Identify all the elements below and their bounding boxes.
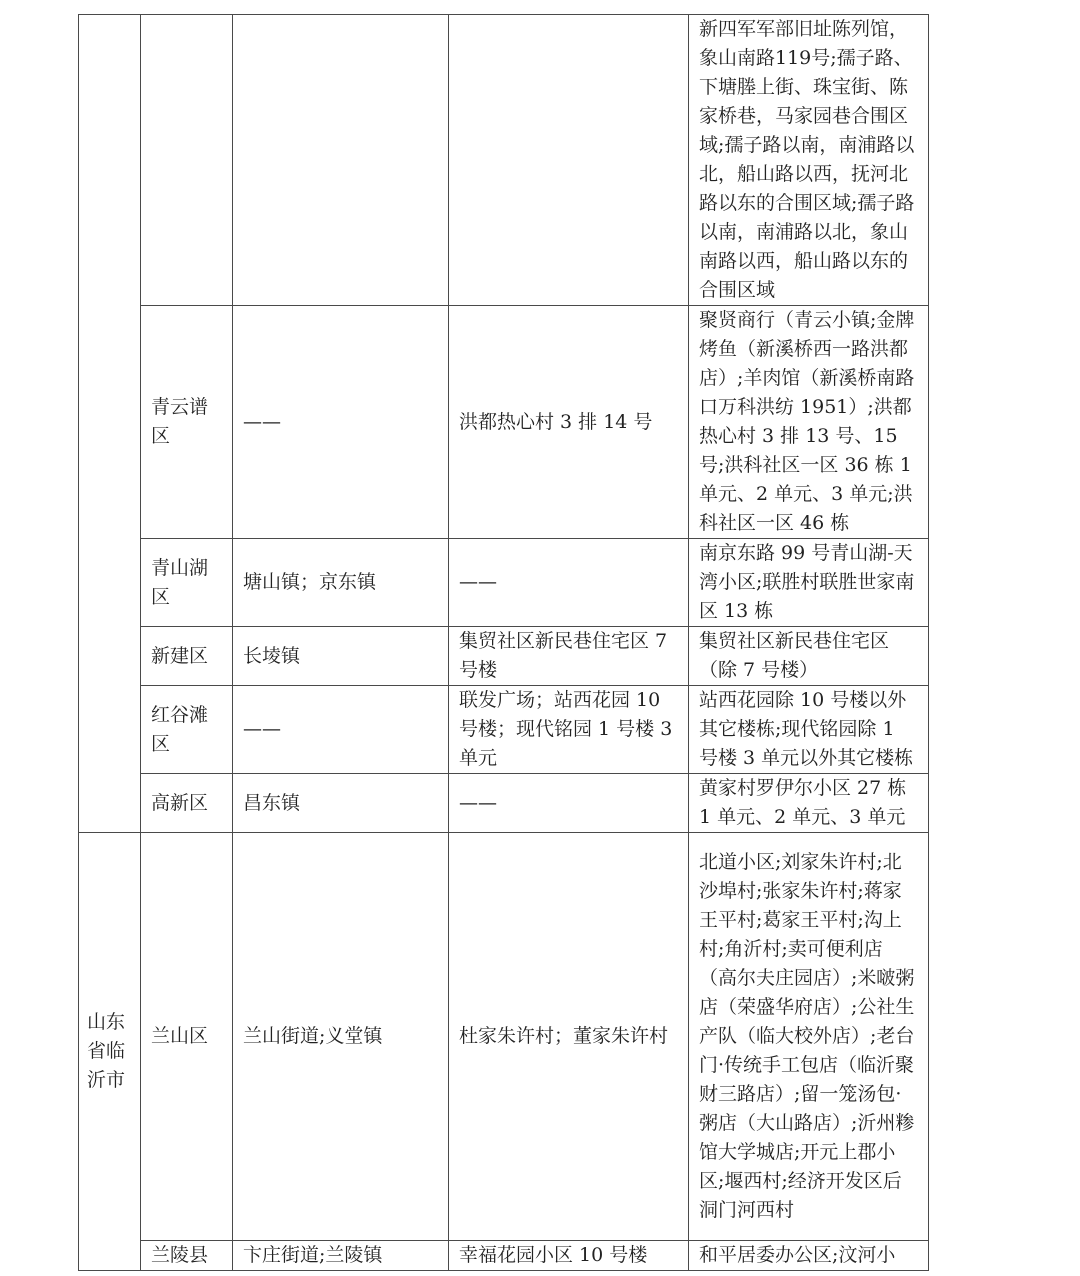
town-cell [233,15,449,306]
area-cell: —— [449,774,689,833]
town-cell: —— [233,306,449,539]
table-row [79,539,929,627]
district-cell: 青山湖区 [141,539,233,627]
district-cell: 兰陵县 [141,1241,233,1271]
district-cell: 红谷滩区 [141,686,233,774]
area-cell: 幸福花园小区 10 号楼 [449,1241,689,1271]
notes-cell: 北道小区;刘家朱许村;北沙埠村;张家朱许村;蒋家王平村;葛家王平村;沟上村;角沂村;卖可便利店（高尔夫庄园店）;米啵粥店（荣盛华府店）;公社生产队（临大校外店）;老台门·传统手工包店（临沂聚财三路店）;留一笼汤包·粥店（大山路店）;沂州糁馆大学城店;开元上郡小区;堰西村;经济开发区后洞门河西村 [689,833,929,1241]
table-row [79,627,929,686]
area-cell: —— [449,539,689,627]
area-cell [449,15,689,306]
table-row [79,774,929,833]
area-cell: 杜家朱许村；董家朱许村 [449,833,689,1241]
notes-cell: 南京东路 99 号青山湖-天湾小区;联胜村联胜世家南区 13 栋 [689,539,929,627]
table-row [79,833,929,1241]
district-cell [141,15,233,306]
notes-cell: 聚贤商行（青云小镇;金牌烤鱼（新溪桥西一路洪都店）;羊肉馆（新溪桥南路口万科洪纺 1951）;洪都热心村 3 排 13 号、15 号;洪科社区一区 36 栋 1 单元、2 单元、3 单元;洪科社区一区 46 栋 [689,306,929,539]
notes-cell: 黄家村罗伊尔小区 27 栋 1 单元、2 单元、3 单元 [689,774,929,833]
table-row [79,15,929,306]
area-cell: 联发广场；站西花园 10 号楼；现代铭园 1 号楼 3 单元 [449,686,689,774]
town-cell: 兰山街道;义堂镇 [233,833,449,1241]
risk-area-table [78,14,929,1271]
district-cell: 高新区 [141,774,233,833]
table-row [79,1241,929,1271]
town-cell: 昌东镇 [233,774,449,833]
province-cell [79,15,141,833]
table-row [79,686,929,774]
area-cell: 集贸社区新民巷住宅区 7 号楼 [449,627,689,686]
notes-cell: 新四军军部旧址陈列馆，象山南路119号;孺子路、下塘塍上街、珠宝街、陈家桥巷，马家园巷合围区域;孺子路以南，南浦路以北，船山路以西，抚河北路以东的合围区域;孺子路以南，南浦路以北，象山南路以西，船山路以东的合围区域 [689,15,929,306]
district-cell: 青云谱区 [141,306,233,539]
notes-cell: 和平居委办公区;汶河小 [689,1241,929,1271]
notes-cell: 站西花园除 10 号楼以外其它楼栋;现代铭园除 1 号楼 3 单元以外其它楼栋 [689,686,929,774]
town-cell: 塘山镇；京东镇 [233,539,449,627]
district-cell: 新建区 [141,627,233,686]
notes-cell: 集贸社区新民巷住宅区（除 7 号楼） [689,627,929,686]
area-cell: 洪都热心村 3 排 14 号 [449,306,689,539]
town-cell: 长堎镇 [233,627,449,686]
district-cell: 兰山区 [141,833,233,1241]
town-cell: —— [233,686,449,774]
table-row [79,306,929,539]
province-cell: 山东省临沂市 [79,833,141,1271]
town-cell: 卞庄街道;兰陵镇 [233,1241,449,1271]
